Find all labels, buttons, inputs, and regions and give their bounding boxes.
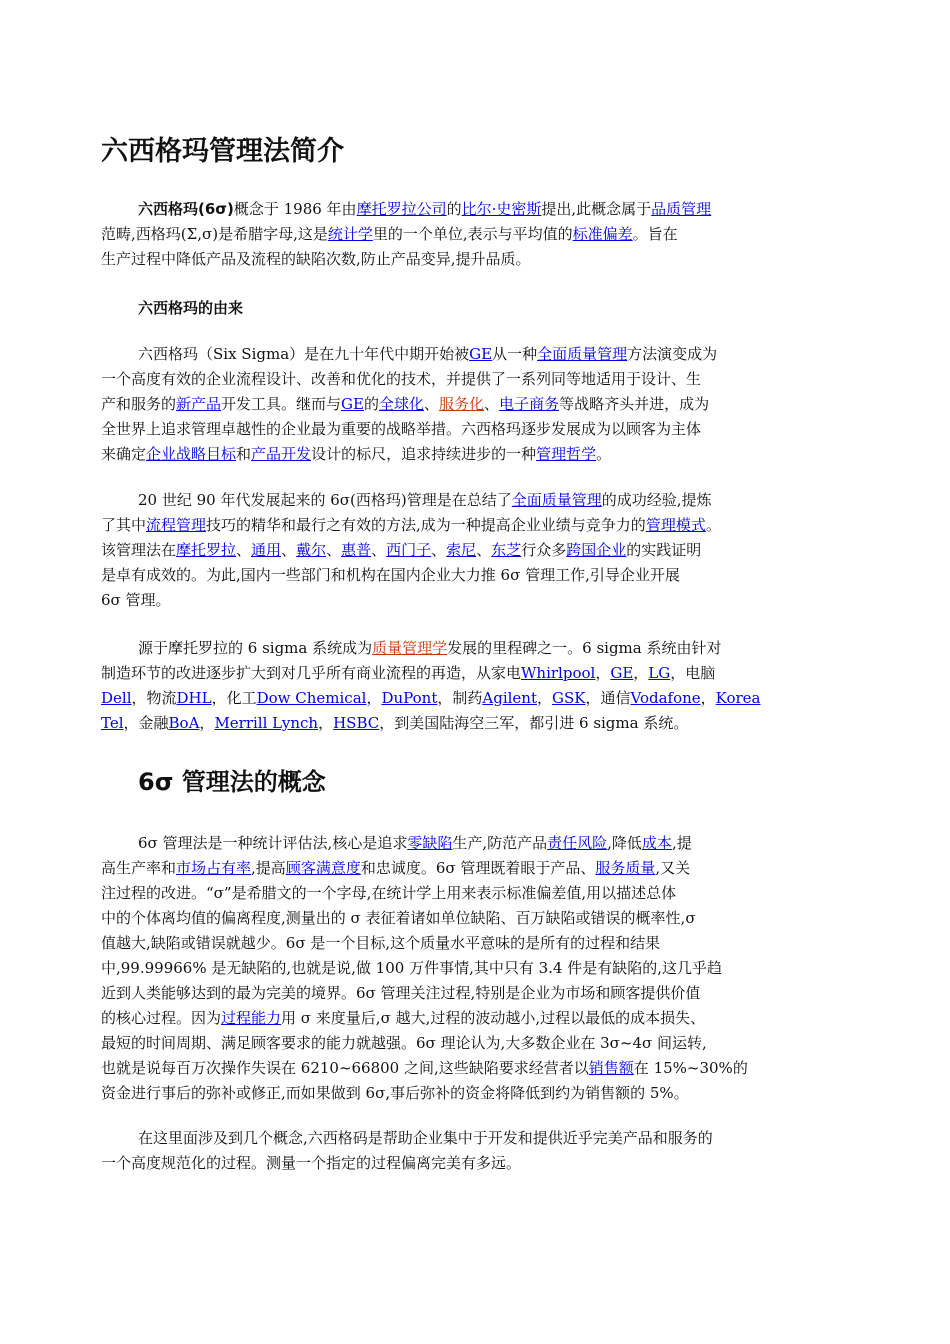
text-span: 。: [596, 445, 612, 463]
text-span: 用 σ 来度量后,σ 越大,过程的波动越小,过程以最低的成本损失、: [281, 1009, 706, 1027]
text-line: [101, 342, 879, 367]
text-span: 也就是说每百万次操作失误在 6210~66800 之间,这些缺陷要求经营者以: [101, 1059, 589, 1077]
text-span: 在 15%~30%的: [633, 1059, 748, 1077]
text-line: 是卓有成效的。为此,国内一些部门和机构在国内企业大力推 6σ 管理工作,引导企业开展: [101, 566, 680, 584]
link-management-model[interactable]: 管理模式: [645, 516, 706, 534]
page-title: 六西格玛管理法简介: [101, 136, 344, 167]
link-sony[interactable]: 索尼: [446, 541, 477, 559]
text-span: 六西格玛（Six Sigma）是在九十年代中期开始被: [138, 345, 470, 363]
link-quality-management-science[interactable]: 质量管理学: [372, 639, 448, 657]
link-customer-satisfaction[interactable]: 顾客满意度: [285, 859, 361, 877]
link-general-electric[interactable]: 通用: [251, 541, 282, 559]
link-process-management[interactable]: 流程管理: [146, 516, 207, 534]
text-line: 资金进行事后的弥补或修正,而如果做到 6σ,事后弥补的资金将降低到约为销售额的 5%。: [101, 1084, 689, 1102]
text-span: 。旨在: [632, 225, 678, 243]
link-management-philosophy[interactable]: 管理哲学: [536, 445, 597, 463]
link-bill-smith[interactable]: 比尔·史密斯: [461, 200, 542, 218]
section-heading-concept: 6σ 管理法的概念: [138, 768, 326, 796]
link-statistics[interactable]: 统计学: [327, 225, 373, 243]
link-gsk[interactable]: GSK: [552, 689, 586, 707]
text-line: [101, 661, 879, 686]
text-span: ，化工: [211, 689, 257, 707]
intro-paragraph: [101, 197, 879, 272]
text-span: 技巧的精华和最行之有效的方法,成为一种提高企业业绩与竞争力的: [206, 516, 646, 534]
text-span: ，物流: [131, 689, 177, 707]
text-span: 、: [431, 541, 447, 559]
text-span: 的成功经验,提炼: [601, 491, 712, 509]
text-span: 方法演变成为: [627, 345, 718, 363]
text-line: 中,99.99966% 是无缺陷的,也就是说,做 100 万件事情,其中只有 3.4 件是有缺陷的,这几乎趋: [101, 959, 722, 977]
text-span: ，电脑: [670, 664, 716, 682]
text-span: 设计的标尺，追求持续进步的一种: [311, 445, 537, 463]
text-span: 和: [236, 445, 252, 463]
link-dow-chemical[interactable]: Dow Chemical: [256, 689, 367, 707]
link-motorola[interactable]: 摩托罗拉: [176, 541, 237, 559]
text-line: 一个高度有效的企业流程设计、改善和优化的技术，并提供了一系列同等地适用于设计、生: [101, 370, 702, 388]
text-span: 和忠诚度。6σ 管理既着眼于产品、: [360, 859, 596, 877]
text-span: ,降低: [607, 834, 642, 852]
link-siemens[interactable]: 西门子: [386, 541, 432, 559]
link-hsbc[interactable]: HSBC: [333, 714, 380, 732]
text-span: ，通信: [585, 689, 631, 707]
text-span: 范畴,西格玛(Σ,σ)是希腊字母,这是: [101, 225, 328, 243]
text-line: 注过程的改进。“σ”是希腊文的一个字母,在统计学上用来表示标准偏差值,用以描述总体: [101, 884, 677, 902]
text-span: 、: [281, 541, 297, 559]
text-span: ,又关: [655, 859, 691, 877]
link-total-quality-management[interactable]: 全面质量管理: [537, 345, 628, 363]
text-span: ，: [199, 714, 215, 732]
link-ecommerce[interactable]: 电子商务: [499, 395, 560, 413]
text-span: 、: [326, 541, 342, 559]
link-total-quality-management[interactable]: 全面质量管理: [511, 491, 602, 509]
link-service-quality[interactable]: 服务质量: [595, 859, 656, 877]
text-line: [101, 222, 879, 247]
text-span: 了其中: [101, 516, 147, 534]
text-span: 开发工具。继而与: [221, 395, 342, 413]
section-heading-origin: 六西格玛的由来: [138, 299, 244, 317]
text-span: ，金融: [123, 714, 169, 732]
origin-paragraph: [101, 342, 879, 467]
text-line: 一个高度规范化的过程。测量一个指定的过程偏离完美有多远。: [101, 1154, 522, 1172]
text-line: [101, 442, 879, 467]
text-span: ，: [366, 689, 382, 707]
text-span: 20 世纪 90 年代发展起来的 6σ(西格玛)管理是在总结了: [138, 491, 512, 509]
text-span: 、: [476, 541, 492, 559]
text-span: 、: [371, 541, 387, 559]
link-cost[interactable]: 成本: [641, 834, 672, 852]
link-ge[interactable]: GE: [469, 345, 493, 363]
text-line: 值越大,缺陷或错误就越少。6σ 是一个目标,这个质量水平意味的是所有的过程和结果: [101, 934, 661, 952]
text-span: 、: [424, 395, 440, 413]
text-span: 高生产率和: [101, 859, 177, 877]
link-dell[interactable]: 戴尔: [296, 541, 327, 559]
text-line: [101, 831, 879, 856]
text-span: 发展的里程碑之一。6 sigma 系统由针对: [447, 639, 722, 657]
nineties-paragraph: [101, 488, 879, 613]
text-line: 6σ 管理。: [101, 591, 171, 609]
text-span: 行众多: [521, 541, 567, 559]
text-span: ，到美国陆海空三军，都引进 6 sigma 系统。: [379, 714, 689, 732]
text-line: [101, 711, 879, 736]
link-globalization[interactable]: 全球化: [379, 395, 425, 413]
link-quality-management[interactable]: 品质管理: [651, 200, 712, 218]
text-line: 全世界上追求管理卓越性的企业最为重要的战略举措。六西格玛逐步发展成为以顾客为主体: [101, 420, 702, 438]
text-line: [101, 538, 879, 563]
link-dell[interactable]: Dell: [101, 689, 132, 707]
text-span: 来确定: [101, 445, 147, 463]
text-span: 里的一个单位,表示与平均值的: [372, 225, 573, 243]
text-span: 产和服务的: [101, 395, 177, 413]
text-line: [101, 856, 879, 881]
text-span: ,提: [671, 834, 692, 852]
motorola-paragraph: [101, 636, 879, 736]
text-line: 近到人类能够达到的最为完美的境界。6σ 管理关注过程,特别是企业为市场和顾客提供价值: [101, 984, 701, 1002]
link-korea-tel[interactable]: Korea: [715, 689, 761, 707]
link-market-share[interactable]: 市场占有率: [176, 859, 252, 877]
closing-paragraph: [101, 1126, 879, 1176]
link-boa[interactable]: BoA: [168, 714, 200, 732]
text-span: 等战略齐头并进，成为: [559, 395, 710, 413]
text-span: 从一种: [492, 345, 538, 363]
text-span: 6σ 管理法是一种统计评估法,核心是追求: [138, 834, 408, 852]
text-span: 、: [484, 395, 500, 413]
text-line: [101, 197, 879, 222]
text-span: 、: [236, 541, 252, 559]
text-span: ，: [633, 664, 649, 682]
link-hp[interactable]: 惠普: [341, 541, 372, 559]
link-whirlpool[interactable]: Whirlpool: [521, 664, 596, 682]
text-span: ，: [700, 689, 716, 707]
text-span: 的核心过程。因为: [101, 1009, 222, 1027]
link-dhl[interactable]: DHL: [176, 689, 212, 707]
text-span: ，: [537, 689, 553, 707]
text-span: 生产,防范产品: [452, 834, 548, 852]
link-korea-tel-cont[interactable]: Tel: [101, 714, 124, 732]
link-new-product[interactable]: 新产品: [176, 395, 222, 413]
link-ge[interactable]: GE: [341, 395, 364, 413]
link-ge[interactable]: GE: [610, 664, 634, 682]
text-line: 最短的时间周期、满足顾客要求的能力就越强。6σ 理论认为,大多数企业在 3σ~4σ 间运转,: [101, 1034, 707, 1052]
text-line: [101, 686, 879, 711]
text-span: 源于摩托罗拉的 6 sigma 系统成为: [138, 639, 373, 657]
text-span: 的: [446, 200, 462, 218]
link-merrill-lynch[interactable]: Merrill Lynch: [214, 714, 319, 732]
link-multinational[interactable]: 跨国企业: [566, 541, 627, 559]
link-agilent[interactable]: Agilent: [482, 689, 537, 707]
text-line: [101, 636, 879, 661]
text-line: [101, 1056, 879, 1081]
text-span: 的: [363, 395, 379, 413]
text-line: [101, 488, 879, 513]
link-sales-revenue[interactable]: 销售额: [588, 1059, 634, 1077]
text-line: [101, 392, 879, 417]
text-span: 该管理法在: [101, 541, 177, 559]
text-span: 。: [705, 516, 721, 534]
link-standard-deviation[interactable]: 标准偏差: [572, 225, 633, 243]
link-toshiba[interactable]: 东芝: [491, 541, 522, 559]
concept-paragraph: [101, 831, 879, 1106]
link-liability-risk[interactable]: 责任风险: [547, 834, 608, 852]
text-line: [101, 513, 879, 538]
text-line: [101, 1006, 879, 1031]
link-product-development[interactable]: 产品开发: [251, 445, 312, 463]
text-span: 制造环节的改进逐步扩大到对几乎所有商业流程的再造，从家电: [101, 664, 522, 682]
text-span: ，制药: [437, 689, 483, 707]
link-lg[interactable]: LG: [648, 664, 671, 682]
link-dupont[interactable]: DuPont: [381, 689, 438, 707]
text-line: 在这里面涉及到几个概念,六西格码是帮助企业集中于开发和提供近乎完美产品和服务的: [138, 1129, 713, 1147]
link-servitization[interactable]: 服务化: [439, 395, 485, 413]
text-line: 生产过程中降低产品及流程的缺陷次数,防止产品变异,提升品质。: [101, 250, 531, 268]
text-span: ，: [318, 714, 334, 732]
text-span: 提出,此概念属于: [541, 200, 652, 218]
text-span: ,提高: [251, 859, 286, 877]
text-span: ，: [595, 664, 611, 682]
link-vodafone[interactable]: Vodafone: [630, 689, 701, 707]
link-corporate-strategy-goal[interactable]: 企业战略目标: [146, 445, 237, 463]
link-motorola-company[interactable]: 摩托罗拉公司: [356, 200, 447, 218]
text-span: 的实践证明: [626, 541, 702, 559]
text-span: 概念于 1986 年由: [233, 200, 357, 218]
link-process-capability[interactable]: 过程能力: [221, 1009, 282, 1027]
link-zero-defects[interactable]: 零缺陷: [407, 834, 453, 852]
text-line: 中的个体离均值的偏离程度,测量出的 σ 表征着诸如单位缺陷、百万缺陷或错误的概率性,σ: [101, 909, 696, 927]
bold-term: 六西格玛(6σ): [138, 200, 234, 218]
